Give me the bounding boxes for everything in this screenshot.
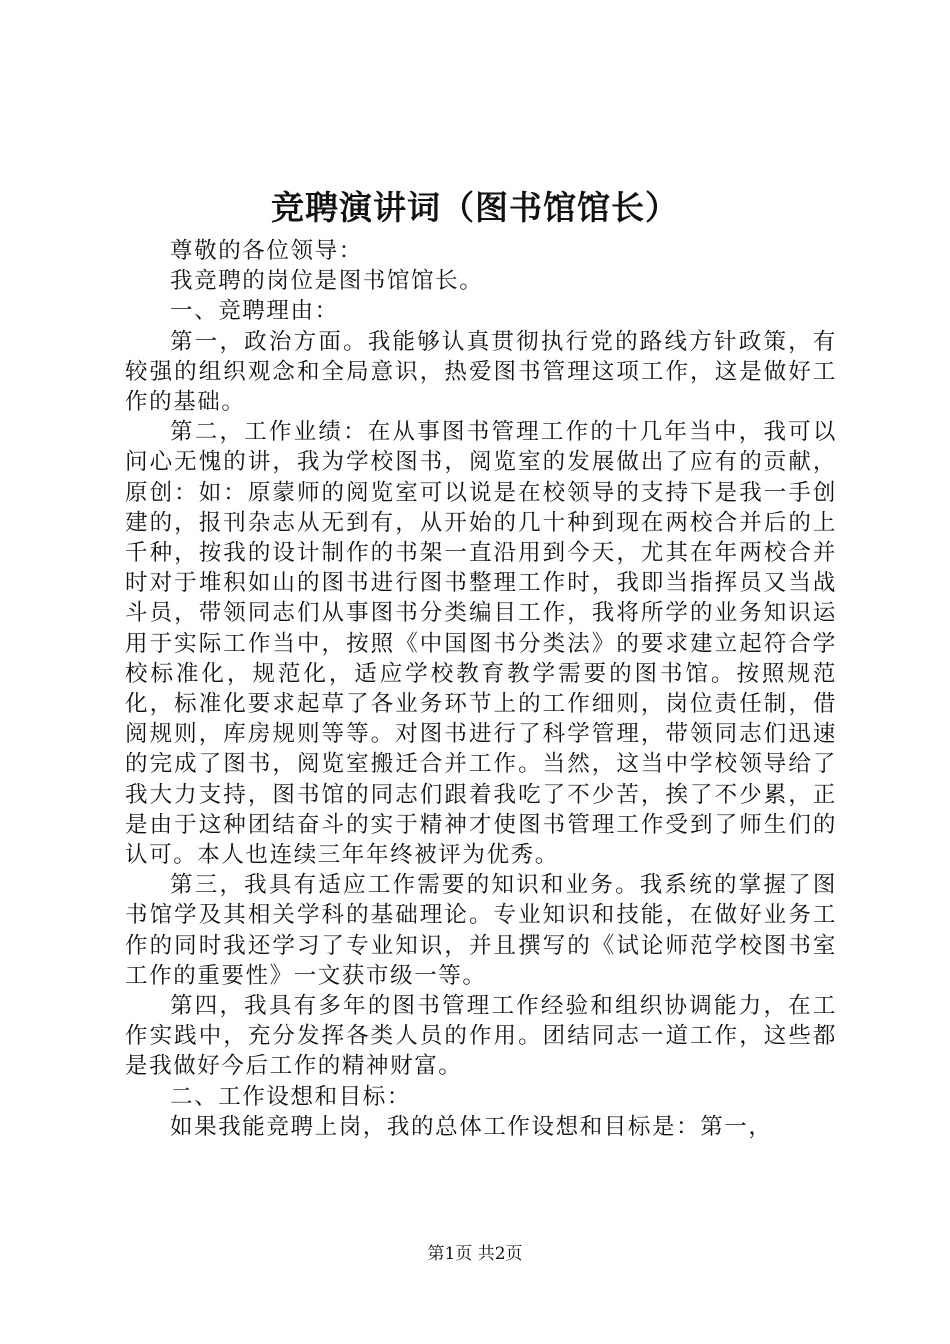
section-heading-plans: 二、工作设想和目标： xyxy=(170,1083,412,1110)
section-heading-reasons: 一、竞聘理由： xyxy=(170,298,339,325)
salutation: 尊敬的各位领导： xyxy=(170,238,363,264)
paragraph-experience: 第四，我具有多年的图书管理工作经验和组织协调能力，在工作实践中，充分发挥各类人员的作用。团结同志一道工作，这些都是我做好今后工作的精神财富。 xyxy=(125,993,837,1080)
paragraph-achievements: 第二，工作业绩：在从事图书管理工作的十几年当中，我可以问心无愧的讲，我为学校图书，阅览室的发展做出了应有的贡献，原创：如：原蒙师的阅览室可以说是在校领导的支持下是我一手创建的，报刊杂志从无到有，从开始的几十种到现在两校合并后的上千种，按我的设计制作的书架一直沿用到今天，尤其在年两校合并时对于堆积如山的图书进行图书整理工作时，我即当指挥员又当战斗员，带领同志们从事图书分类编目工作，我将所学的业务知识运用于实际工作当中，按照《中国图书分类法》的要求建立起符合学校标准化，规范化，适应学校教育教学需要的图书馆。按照规范化，标准化要求起草了各业务环节上的工作细则，岗位责任制，借阅规则，库房规则等等。对图书进行了科学管理，带领同志们迅速的完成了图书，阅览室搬迁合并工作。当然，这当中学校领导给了我大力支持，图书馆的同志们跟着我吃了不少苦，挨了不少累，正是由于这种团结奋斗的实于精神才使图书管理工作受到了师生们的认可。本人也连续三年年终被评为优秀。 xyxy=(125,419,837,869)
paragraph-plans: 如果我能竞聘上岗，我的总体工作设想和目标是：第一， xyxy=(170,1113,773,1140)
paragraph-political: 第一，政治方面。我能够认真贯彻执行党的路线方针政策，有较强的组织观念和全局意识，热爱图书管理这项工作，这是做好工作的基础。 xyxy=(125,328,837,416)
document-body xyxy=(125,236,837,1142)
document-title: 竞聘演讲词（图书馆馆长） xyxy=(271,188,679,227)
page-number-footer: 第1页 共2页 xyxy=(427,1244,523,1264)
paragraph-knowledge: 第三，我具有适应工作需要的知识和业务。我系统的掌握了图书馆学及其相关学科的基础理论。专业知识和技能，在做好业务工作的同时我还学习了专业知识，并且撰写的《试论师范学校图书室工作的重要性》一文获市级一等。 xyxy=(125,872,837,989)
position-statement: 我竞聘的岗位是图书馆馆长。 xyxy=(170,268,484,295)
